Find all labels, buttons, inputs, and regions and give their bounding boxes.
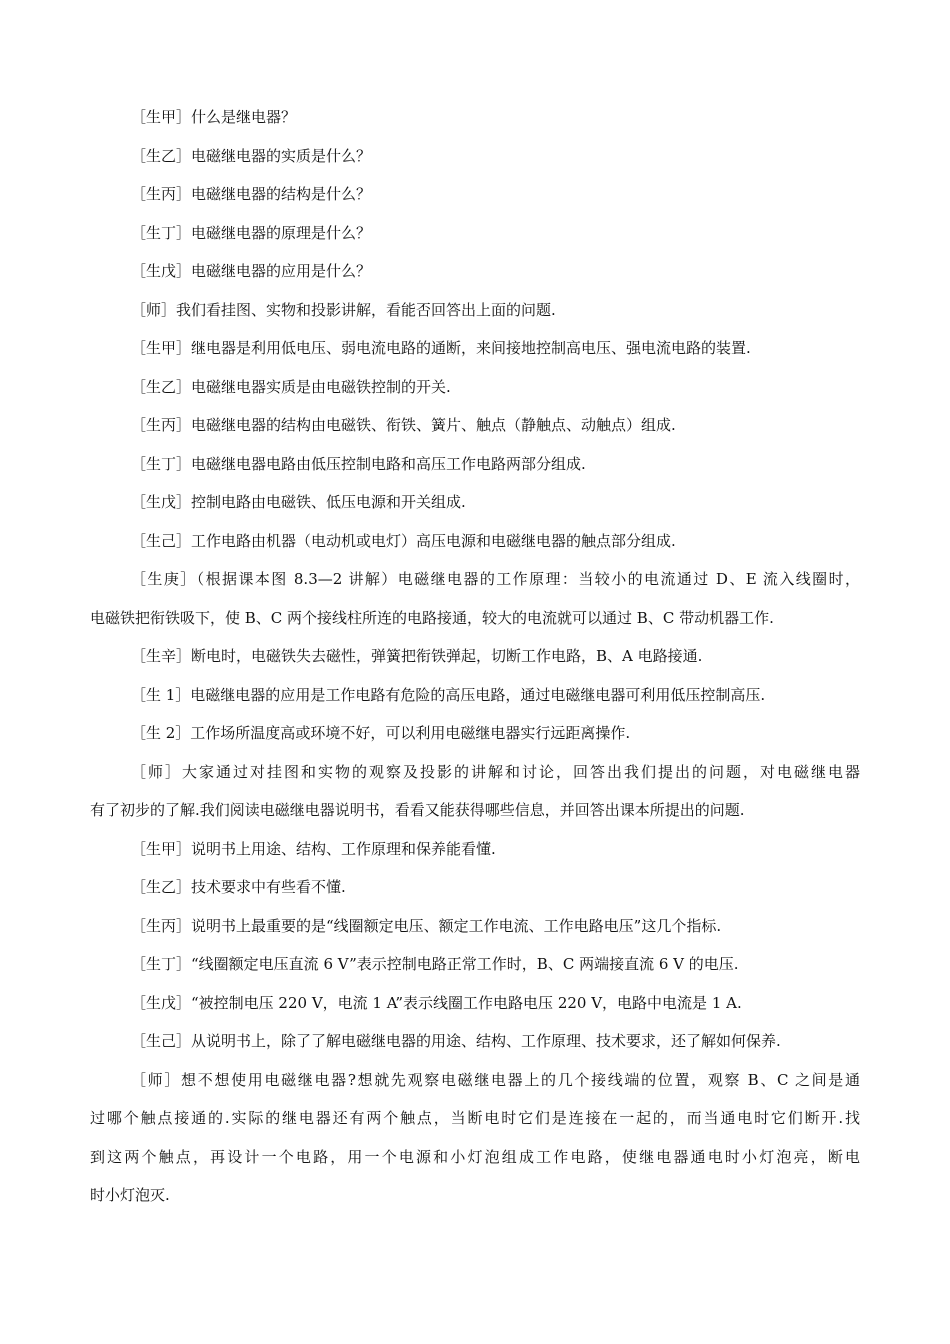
- paragraph-11: ［生戊］控制电路由电磁铁、低压电源和开关组成.: [131, 493, 466, 511]
- paragraph-14: ［生 1］电磁继电器的应用是工作电路有危险的高压电路，通过电磁继电器可利用低压控制高压.: [131, 685, 766, 704]
- paragraph-19: ［生丁］“线圈额定电压直流 6 V”表示控制电路正常工作时，B、C 两端接直流 6 V 的电压.: [131, 955, 739, 973]
- paragraph-geng-line-1: ［生庚］（根据课本图 8.3—2 讲解）电磁继电器的工作原理：当较小的电流通过 D、E 流入线圈时，: [131, 570, 860, 588]
- paragraph-shi-3: [90, 1061, 860, 1215]
- paragraph-shi-3-line-2: 过哪个触点接通的.实际的继电器还有两个触点，当断电时它们是连接在一起的，而当通电时它们断开.找: [90, 1109, 860, 1127]
- paragraph-12: ［生己］工作电路由机器（电动机或电灯）高压电源和电磁继电器的触点部分组成.: [131, 531, 676, 550]
- paragraph-6: ［师］我们看挂图、实物和投影讲解，看能否回答出上面的问题.: [131, 300, 556, 319]
- paragraph-10: ［生丁］电磁继电器电路由低压控制电路和高压工作电路两部分组成.: [131, 454, 586, 473]
- paragraph-15: ［生 2］工作场所温度高或环境不好，可以利用电磁继电器实行远距离操作.: [131, 724, 631, 742]
- paragraph-16: ［生甲］说明书上用途、结构、工作原理和保养能看懂.: [131, 839, 496, 858]
- paragraph-20: ［生戊］“被控制电压 220 V，电流 1 A”表示线圈工作电路电压 220 V，电路中电流是 1 A.: [131, 993, 742, 1012]
- paragraph-shi-2-line-2: 有了初步的了解.我们阅读电磁继电器说明书，看看又能获得哪些信息，并回答出课本所提出的问题.: [90, 801, 745, 819]
- paragraph-geng: [90, 560, 860, 637]
- paragraph-17: ［生乙］技术要求中有些看不懂.: [131, 878, 346, 896]
- paragraph-13: ［生辛］断电时，电磁铁失去磁性，弹簧把衔铁弹起，切断工作电路，B、A 电路接通.: [131, 647, 703, 665]
- paragraph-shi-3-line-3: 到这两个触点，再设计一个电路，用一个电源和小灯泡组成工作电路，使继电器通电时小灯泡亮，断电: [90, 1147, 860, 1166]
- paragraph-18: ［生丙］说明书上最重要的是“线圈额定电压、额定工作电流、工作电路电压”这几个指标.: [131, 916, 722, 935]
- paragraph-shi-2-line-1: ［师］大家通过对挂图和实物的观察及投影的讲解和讨论，回答出我们提出的问题，对电磁继电器: [131, 762, 860, 781]
- paragraph-shi-3-line-4: 时小灯泡灭.: [90, 1186, 170, 1204]
- paragraph-8: ［生乙］电磁继电器实质是由电磁铁控制的开关.: [131, 377, 451, 396]
- paragraph-2: ［生乙］电磁继电器的实质是什么？: [131, 146, 372, 165]
- paragraph-21: ［生己］从说明书上，除了了解电磁继电器的用途、结构、工作原理、技术要求，还了解如何保养.: [131, 1032, 781, 1050]
- paragraph-3: ［生丙］电磁继电器的结构是什么？: [131, 185, 372, 203]
- paragraph-4: ［生丁］电磁继电器的原理是什么？: [131, 223, 372, 242]
- paragraph-5: ［生戊］电磁继电器的应用是什么？: [131, 262, 372, 280]
- paragraph-1: ［生甲］什么是继电器？: [131, 108, 297, 126]
- paragraph-shi-3-line-1: ［师］想不想使用电磁继电器?想就先观察电磁继电器上的几个接线端的位置，观察 B、C 之间是通: [131, 1070, 860, 1089]
- paragraph-geng-line-2: 电磁铁把衔铁吸下，使 B、C 两个接线柱所连的电路接通，较大的电流就可以通过 B、C 带动机器工作.: [90, 608, 774, 627]
- paragraph-9: ［生丙］电磁继电器的结构由电磁铁、衔铁、簧片、触点（静触点、动触点）组成.: [131, 416, 676, 434]
- paragraph-shi-2: [90, 753, 860, 830]
- paragraph-7: ［生甲］继电器是利用低电压、弱电流电路的通断，来间接地控制高电压、强电流电路的装置.: [131, 339, 751, 357]
